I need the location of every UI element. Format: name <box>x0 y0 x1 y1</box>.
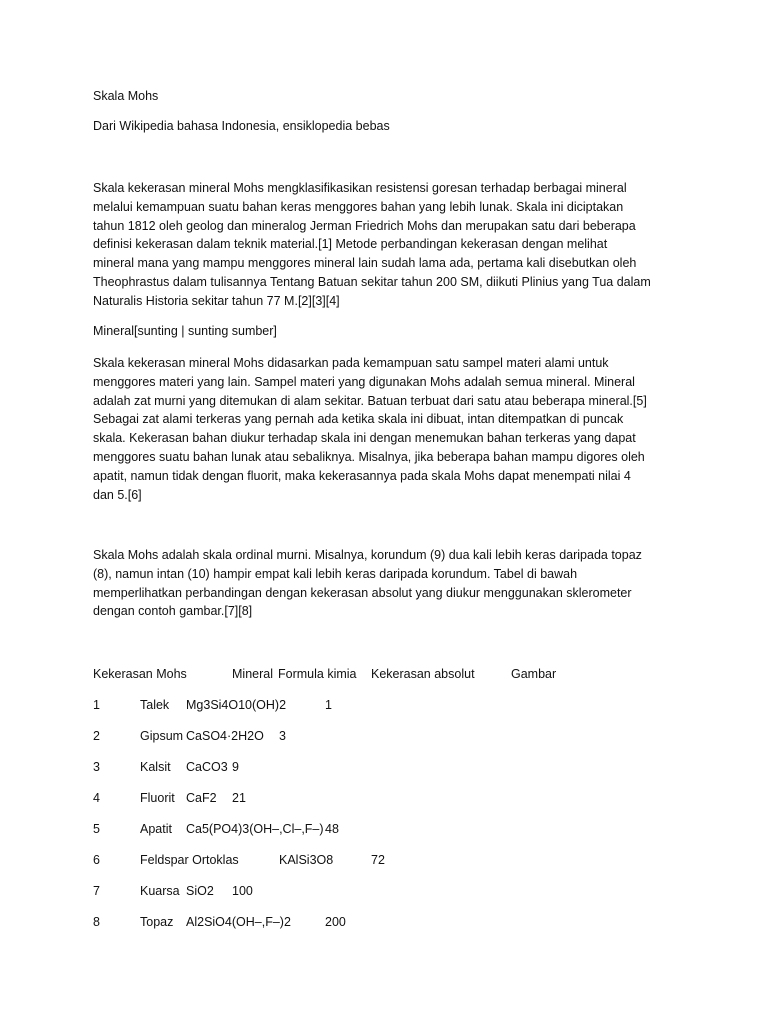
table-cell-absolute: 9 <box>232 760 239 774</box>
table-header-formula: Formula kimia <box>278 667 357 681</box>
table-cell-absolute: 21 <box>232 791 246 805</box>
paragraph-line: dan 5.[6] <box>93 487 142 502</box>
table-cell-absolute: 1 <box>325 698 332 712</box>
table-cell-mineral: Fluorit <box>140 791 175 805</box>
paragraph-line: Naturalis Historia sekitar tahun 77 M.[2][3][4] <box>93 293 340 308</box>
table-cell-mineral: Gipsum <box>140 729 184 743</box>
table-header-mohs: Kekerasan Mohs <box>93 667 187 681</box>
paragraph-line: Skala Mohs adalah skala ordinal murni. Misalnya, korundum (9) dua kali lebih keras daripada topaz <box>93 548 642 562</box>
table-cell-formula: Ca5(PO4)3(OH–,Cl–,F–) <box>186 822 324 836</box>
table-cell-absolute: 72 <box>371 853 385 867</box>
table-header-absolute: Kekerasan absolut <box>371 667 475 681</box>
paragraph-line: (8), namun intan (10) hampir empat kali lebih keras daripada korundum. Tabel di bawah <box>93 566 578 581</box>
paragraph-line: melalui kemampuan suatu bahan keras menggores bahan yang lebih lunak. Skala ini diciptakan <box>93 199 624 214</box>
table-cell-absolute: 100 <box>232 884 253 898</box>
table-cell-mineral: Apatit <box>140 822 172 836</box>
paragraph-line: Skala kekerasan mineral Mohs didasarkan pada kemampuan satu sampel materi alami untuk <box>93 356 609 370</box>
table-cell-mohs: 5 <box>93 822 100 836</box>
section-heading: Mineral[sunting | sunting sumber] <box>93 324 277 338</box>
table-cell-mineral: Talek <box>140 698 170 712</box>
table-cell-mohs: 1 <box>93 698 100 712</box>
table-cell-mineral: Feldspar Ortoklas <box>140 853 239 867</box>
table-cell-formula: Al2SiO4(OH–,F–)2 <box>186 915 291 929</box>
document-subtitle: Dari Wikipedia bahasa Indonesia, ensiklopedia bebas <box>93 119 390 133</box>
table-cell-mohs: 6 <box>93 853 100 867</box>
paragraph-line: apatit, namun tidak dengan fluorit, maka kekerasannya pada skala Mohs dapat menempati nilai 4 <box>93 468 631 483</box>
paragraph-line: menggores materi yang lain. Sampel materi yang digunakan Mohs adalah semua mineral. Mineral <box>93 374 635 389</box>
table-cell-formula: CaCO3 <box>186 760 228 774</box>
table-cell-mohs: 3 <box>93 760 100 774</box>
paragraph-line: skala. Kekerasan bahan diukur terhadap skala ini dengan menemukan bahan terkeras yang dapat <box>93 431 636 446</box>
table-cell-formula: CaSO4·2H2O <box>186 729 264 743</box>
table-cell-formula: Mg3Si4O10(OH)2 <box>186 698 287 712</box>
table-cell-mohs: 8 <box>93 915 100 929</box>
intro-paragraph <box>93 179 683 311</box>
table-cell-mineral: Kalsit <box>140 760 171 774</box>
paragraph-line: Sebagai zat alami terkeras yang pernah ada ketika skala ini dibuat, intan ditempatkan di puncak <box>93 412 624 427</box>
table-cell-absolute: 48 <box>325 822 339 836</box>
table-cell-formula: CaF2 <box>186 791 217 805</box>
paragraph-line: mineral mana yang mampu menggores mineral lain sudah lama ada, pertama kali disebutkan oleh <box>93 256 637 271</box>
document-title: Skala Mohs <box>93 89 159 103</box>
table-cell-absolute: 3 <box>279 729 286 743</box>
paragraph-line: Skala kekerasan mineral Mohs mengklasifikasikan resistensi goresan terhadap berbagai mineral <box>93 181 627 195</box>
table-cell-formula: KAlSi3O8 <box>279 853 334 867</box>
table-cell-mineral: Kuarsa <box>140 884 180 898</box>
paragraph-line: menggores suatu bahan lunak atau sebaliknya. Misalnya, jika beberapa bahan mampu digores oleh <box>93 449 645 464</box>
table-header-image: Gambar <box>511 667 557 681</box>
paragraph-line: adalah zat murni yang ditemukan di alam sekitar. Batuan terbuat dari satu atau beberapa mineral.[5] <box>93 393 647 408</box>
mineral-paragraph <box>93 354 683 504</box>
table-header-mineral: Mineral <box>232 667 273 681</box>
table-cell-formula: SiO2 <box>186 884 214 898</box>
paragraph-line: Theophrastus dalam tulisannya Tentang Batuan sekitar tahun 200 SM, diikuti Plinius yang Tua dalam <box>93 274 651 289</box>
table-cell-absolute: 200 <box>325 915 346 929</box>
table-cell-mohs: 7 <box>93 884 100 898</box>
paragraph-line: memperlihatkan perbandingan dengan kekerasan absolut yang diukur menggunakan sklerometer <box>93 585 632 600</box>
table-cell-mohs: 2 <box>93 729 100 743</box>
table-cell-mohs: 4 <box>93 791 100 805</box>
paragraph-line: tahun 1812 oleh geolog dan mineralog Jerman Friedrich Mohs dan merupakan satu dari beberapa <box>93 218 636 233</box>
table-cell-mineral: Topaz <box>140 915 174 929</box>
paragraph-line: dengan contoh gambar.[7][8] <box>93 604 253 619</box>
ordinal-paragraph <box>93 546 683 621</box>
paragraph-line: definisi kekerasan dalam teknik material.[1] Metode perbandingan kekerasan dengan melihat <box>93 237 608 252</box>
